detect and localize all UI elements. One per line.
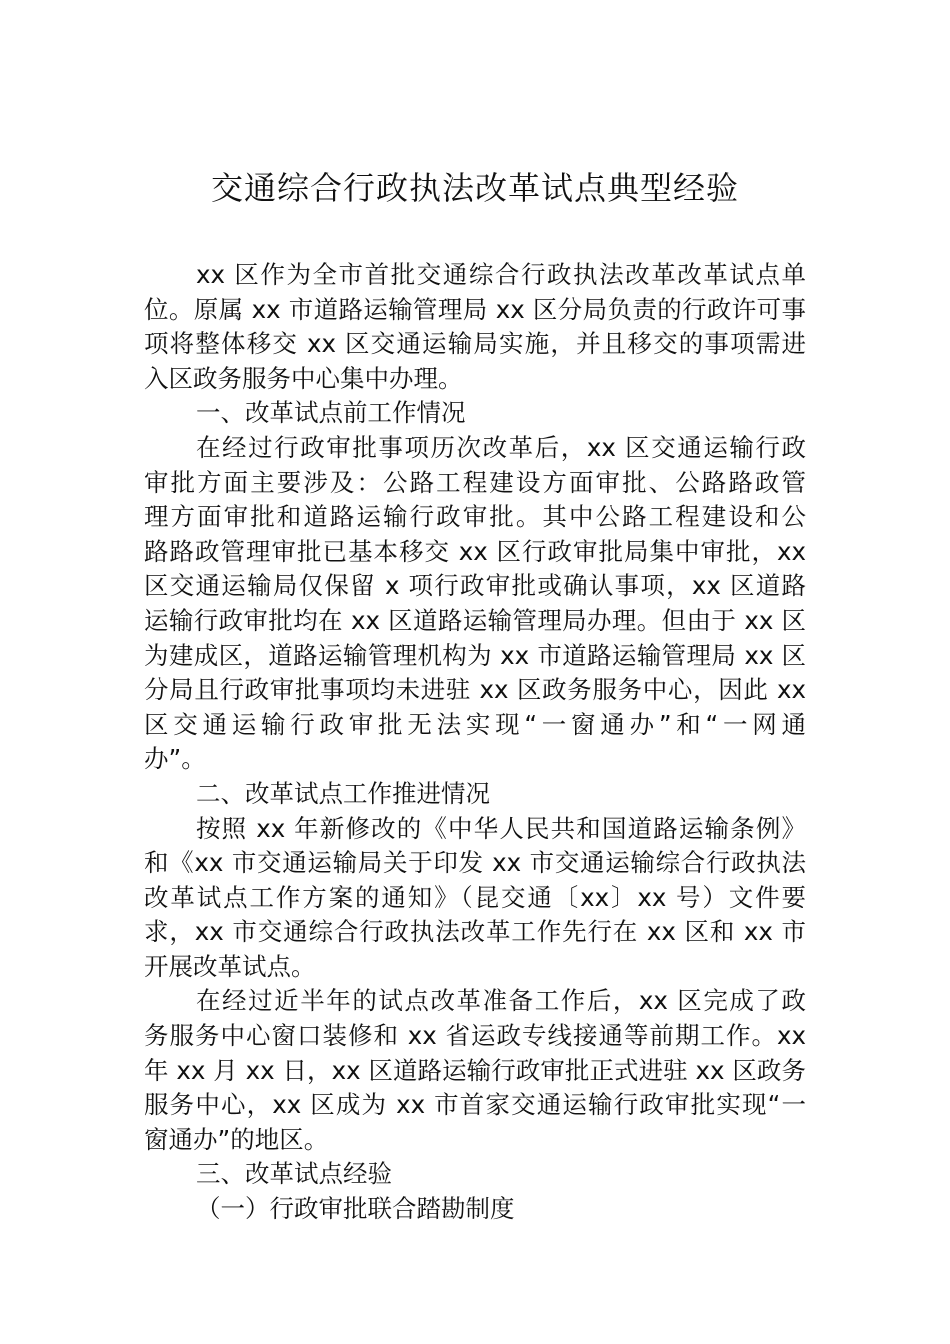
paragraph-line: 求，xx 市交通综合行政执法改革工作先行在 xx 区和 xx 市 bbox=[144, 917, 806, 947]
body-paragraph bbox=[144, 812, 806, 985]
body-paragraph bbox=[144, 258, 806, 396]
paragraph-line: 服务中心，xx 区成为 xx 市首家交通运输行政审批实现“一 bbox=[144, 1090, 806, 1120]
paragraph-line: 项将整体移交 xx 区交通运输局实施，并且移交的事项需进 bbox=[144, 329, 806, 359]
paragraph-line: 务服务中心窗口装修和 xx 省运政专线接通等前期工作。xx bbox=[144, 1021, 806, 1051]
document-title: 交通综合行政执法改革试点典型经验 bbox=[210, 169, 739, 207]
section-heading: 二、改革试点工作推进情况 bbox=[196, 778, 490, 808]
paragraph-line: 路路政管理审批已基本移交 xx 区行政审批局集中审批，xx bbox=[144, 536, 806, 566]
paragraph-line: 审批方面主要涉及：公路工程建设方面审批、公路路政管 bbox=[144, 467, 806, 497]
body-paragraph bbox=[144, 431, 806, 777]
paragraph-line: 入区政务服务中心集中办理。 bbox=[144, 363, 463, 393]
section-heading: 一、改革试点前工作情况 bbox=[196, 398, 466, 428]
paragraph-line: 区交通运输行政审批无法实现“一窗通办”和“一网通 bbox=[144, 709, 806, 739]
paragraph-line: 区交通运输局仅保留 x 项行政审批或确认事项，xx 区道路 bbox=[144, 571, 806, 601]
paragraph-line: 分局且行政审批事项均未进驻 xx 区政务服务中心，因此 xx bbox=[144, 675, 806, 705]
paragraph-line: 开展改革试点。 bbox=[144, 951, 316, 981]
paragraph-line: 办”。 bbox=[144, 744, 206, 774]
paragraph-line: 窗通办”的地区。 bbox=[144, 1124, 329, 1154]
paragraph-line: 年 xx 月 xx 日，xx 区道路运输行政审批正式进驻 xx 区政务 bbox=[144, 1055, 806, 1085]
document-body bbox=[144, 258, 806, 1227]
section-heading: （一）行政审批联合踏勘制度 bbox=[196, 1194, 515, 1224]
paragraph-line: 为建成区，道路运输管理机构为 xx 市道路运输管理局 xx 区 bbox=[144, 640, 806, 670]
paragraph-line: xx 区作为全市首批交通综合行政执法改革改革试点单 bbox=[196, 260, 806, 289]
paragraph-line: 和《xx 市交通运输局关于印发 xx 市交通运输综合行政执法 bbox=[144, 848, 806, 878]
paragraph-line: 在经过行政审批事项历次改革后，xx 区交通运输行政 bbox=[196, 432, 806, 462]
paragraph-line: 在经过近半年的试点改革准备工作后，xx 区完成了政 bbox=[196, 986, 806, 1016]
paragraph-line: 位。原属 xx 市道路运输管理局 xx 区分局负责的行政许可事 bbox=[144, 294, 806, 324]
paragraph-line: 改革试点工作方案的通知》（昆交通〔xx〕xx 号）文件要 bbox=[144, 882, 806, 912]
body-paragraph bbox=[144, 984, 806, 1157]
paragraph-line: 按照 xx 年新修改的《中华人民共和国道路运输条例》 bbox=[196, 813, 806, 843]
section-heading: 三、改革试点经验 bbox=[196, 1159, 392, 1189]
paragraph-line: 运输行政审批均在 xx 区道路运输管理局办理。但由于 xx 区 bbox=[144, 605, 806, 635]
paragraph-line: 理方面审批和道路运输行政审批。其中公路工程建设和公 bbox=[144, 502, 806, 532]
